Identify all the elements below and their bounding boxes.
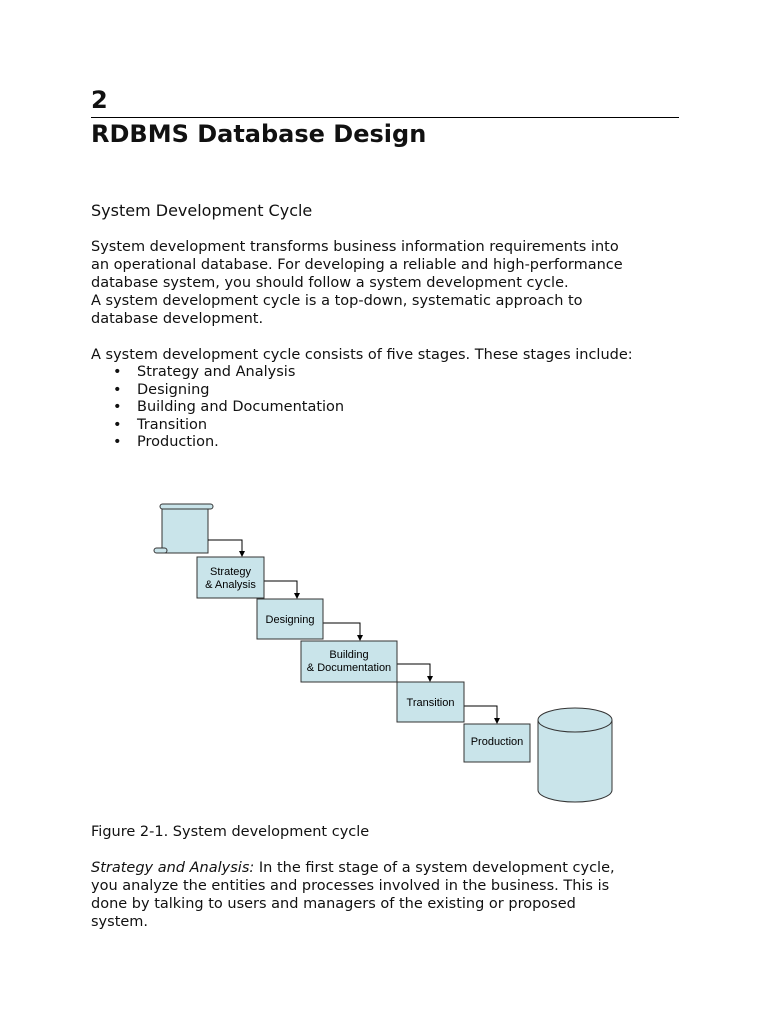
text-line: system.: [91, 914, 149, 930]
connector-arrow: [323, 623, 360, 640]
stage-box-designing: [257, 599, 323, 639]
stage-box-building: [301, 641, 397, 682]
development-cycle-diagram: [0, 490, 768, 810]
box-label: Strategy: [210, 566, 251, 578]
connector-arrow: [464, 706, 497, 723]
box-label: Building: [329, 649, 369, 661]
figure-caption: Figure 2-1. System development cycle: [91, 824, 370, 840]
stage-list: [91, 364, 344, 452]
text-line: A system development cycle is a top-down, systematic approach to: [91, 293, 583, 309]
connector-arrow: [264, 581, 297, 598]
stages-intro: A system development cycle consists of five stages. These stages include:: [91, 347, 633, 363]
box-label: Designing: [265, 614, 315, 626]
text-line: System development transforms business information requirements into: [91, 239, 619, 255]
stage-box-transition: [397, 682, 464, 722]
chapter-title: RDBMS Database Design: [91, 120, 427, 148]
text-line: an operational database. For developing a reliable and high-performance: [91, 257, 623, 273]
stage-box-strategy: [197, 557, 264, 598]
intro-paragraph: [91, 238, 691, 292]
chapter-number: 2: [91, 86, 108, 114]
connector-arrow: [208, 540, 242, 556]
strategy-label: Strategy and Analysis:: [91, 860, 255, 876]
list-item: • Transition: [91, 417, 344, 435]
list-item: • Production.: [91, 434, 344, 452]
approach-paragraph: [91, 292, 691, 328]
text-line: you analyze the entities and processes involved in the business. This is: [91, 878, 610, 894]
text-line: database system, you should follow a system development cycle.: [91, 275, 569, 291]
database-icon: [538, 708, 612, 802]
box-label: & Documentation: [306, 662, 392, 674]
list-item: • Building and Documentation: [91, 399, 344, 417]
scroll-icon: [154, 504, 213, 553]
list-item: • Designing: [91, 382, 344, 400]
box-label: Production: [470, 736, 524, 748]
text-line: [91, 859, 691, 877]
strategy-paragraph: [91, 859, 691, 931]
section-heading: System Development Cycle: [91, 201, 313, 220]
list-item: • Strategy and Analysis: [91, 364, 344, 382]
connector-arrow: [397, 664, 430, 681]
text-line: database development.: [91, 311, 264, 327]
box-label: & Analysis: [205, 579, 256, 591]
box-label: Transition: [406, 697, 455, 709]
text-line: done by talking to users and managers of the existing or proposed: [91, 896, 576, 912]
strategy-text: In the first stage of a system development cycle,: [254, 860, 615, 876]
stage-box-production: [464, 724, 530, 762]
